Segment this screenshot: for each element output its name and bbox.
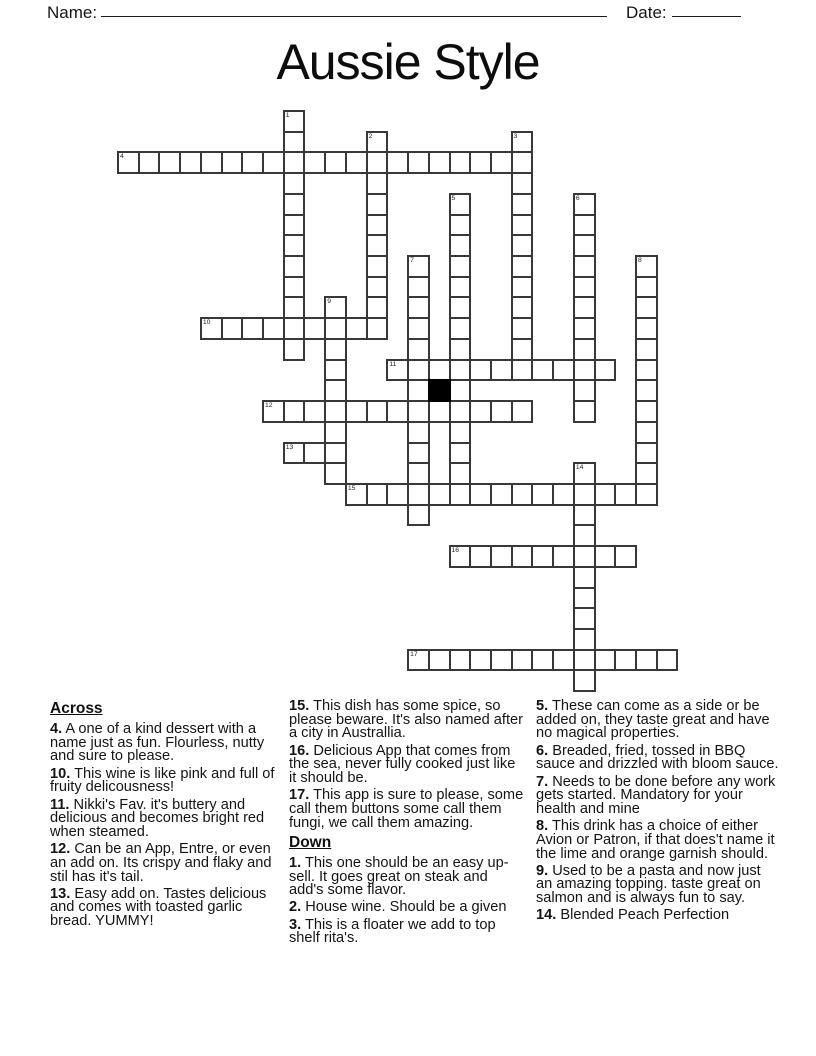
date-label: Date: — [626, 3, 667, 22]
clue — [289, 854, 526, 899]
grid-cell[interactable] — [511, 214, 534, 237]
grid-cell[interactable] — [531, 483, 554, 506]
grid-cell[interactable] — [200, 151, 223, 174]
grid-cell[interactable] — [428, 400, 451, 423]
grid-cell[interactable] — [407, 359, 430, 382]
clues-section-header — [289, 834, 526, 852]
grid-cell[interactable] — [407, 483, 430, 506]
grid-cell[interactable] — [345, 317, 368, 340]
clue-text: This dish has some spice, so please beware. It's also named after a city in Australlia. — [289, 698, 523, 742]
grid-cell[interactable] — [573, 359, 596, 382]
grid-cell[interactable] — [366, 400, 389, 423]
grid-cell-number: 13 — [285, 443, 294, 451]
grid-cell[interactable] — [469, 483, 492, 506]
grid-cell[interactable] — [511, 151, 534, 174]
clue-text: Delicious App that comes from the sea, never fully cooked just like it should be. — [289, 742, 516, 787]
clue-text: Used to be a pasta and now just an amazing topping. taste great on salmon and is always fun to say. — [536, 862, 761, 907]
clue — [50, 885, 281, 930]
grid-cell[interactable] — [407, 151, 430, 174]
grid-cell[interactable] — [614, 649, 637, 672]
grid-cell[interactable] — [262, 400, 285, 423]
grid-cell[interactable] — [449, 649, 472, 672]
grid-cell[interactable] — [656, 649, 679, 672]
grid-cell[interactable] — [635, 255, 658, 278]
grid-cell[interactable] — [573, 545, 596, 568]
grid-cell[interactable] — [283, 400, 306, 423]
grid-cell[interactable] — [366, 276, 389, 299]
clue — [536, 909, 779, 923]
clue-number: 1. — [289, 854, 302, 871]
grid-cell[interactable] — [345, 151, 368, 174]
grid-cell[interactable] — [552, 545, 575, 568]
grid-cell[interactable] — [614, 483, 637, 506]
grid-cell[interactable] — [262, 151, 285, 174]
grid-cell[interactable] — [428, 359, 451, 382]
clue — [536, 820, 779, 861]
grid-cell[interactable] — [303, 400, 326, 423]
grid-cell[interactable] — [573, 276, 596, 299]
grid-cell[interactable] — [511, 338, 534, 361]
grid-cell-number: 15 — [347, 484, 356, 492]
grid-cell[interactable] — [449, 359, 472, 382]
grid-cell[interactable] — [283, 110, 306, 133]
name-label: Name: — [47, 3, 98, 22]
grid-cell[interactable] — [573, 524, 596, 547]
grid-cell[interactable] — [573, 483, 596, 506]
grid-cell[interactable] — [407, 338, 430, 361]
grid-cell[interactable] — [449, 214, 472, 237]
clue — [289, 700, 526, 741]
grid-cell[interactable] — [511, 296, 534, 319]
grid-cell[interactable] — [449, 442, 472, 465]
grid-cell[interactable] — [407, 400, 430, 423]
grid-cell[interactable] — [449, 483, 472, 506]
grid-cell[interactable] — [531, 359, 554, 382]
grid-cell[interactable] — [511, 276, 534, 299]
clue-number: 4. — [50, 721, 63, 737]
grid-cell[interactable] — [573, 669, 596, 692]
clue-text: This drink has a choice of either Avion or Patron, if that does't name it the lime and orange garnish should. — [536, 818, 775, 862]
grid-cell[interactable] — [407, 442, 430, 465]
grid-cell[interactable] — [283, 255, 306, 278]
grid-cell[interactable] — [635, 649, 658, 672]
grid-cell[interactable] — [573, 400, 596, 423]
grid-cell[interactable] — [303, 442, 326, 465]
grid-cell-number: 11 — [389, 360, 397, 368]
grid-cell[interactable] — [511, 255, 534, 278]
grid-cell[interactable] — [449, 462, 472, 485]
clue-number: 15. — [289, 698, 310, 714]
grid-cell[interactable] — [324, 317, 347, 340]
grid-cell[interactable] — [573, 338, 596, 361]
grid-cell[interactable] — [635, 359, 658, 382]
grid-cell[interactable] — [428, 483, 451, 506]
clue-text: Can be an App, Entre, or even an add on. Its crispy and flaky and stil has it's tail. — [50, 841, 272, 885]
grid-cell[interactable] — [635, 462, 658, 485]
grid-cell[interactable] — [366, 317, 389, 340]
grid-cell[interactable] — [490, 359, 513, 382]
grid-cell[interactable] — [573, 317, 596, 340]
grid-cell[interactable] — [573, 607, 596, 630]
clues-section-header — [50, 700, 281, 718]
grid-cell[interactable] — [407, 276, 430, 299]
grid-cell[interactable] — [635, 442, 658, 465]
grid-cell[interactable] — [366, 234, 389, 257]
grid-cell[interactable] — [449, 151, 472, 174]
clue-text: Easy add on. Tastes delicious and comes with toasted garlic bread. YUMMY! — [50, 885, 267, 930]
grid-cell[interactable] — [366, 193, 389, 216]
grid-cell[interactable] — [407, 421, 430, 444]
grid-cell[interactable] — [573, 504, 596, 527]
clue — [50, 765, 281, 796]
clue — [50, 796, 281, 840]
grid-cell[interactable] — [324, 359, 347, 382]
grid-cell[interactable] — [635, 338, 658, 361]
grid-cell-number: 16 — [451, 547, 460, 555]
grid-cell[interactable] — [158, 151, 181, 174]
grid-cell[interactable] — [469, 545, 492, 568]
grid-cell[interactable] — [449, 234, 472, 257]
grid-cell[interactable] — [407, 379, 430, 402]
grid-cell[interactable] — [449, 545, 472, 568]
grid-cell[interactable] — [386, 151, 409, 174]
grid-cell[interactable] — [511, 131, 534, 154]
grid-cell-number: 5 — [451, 194, 456, 202]
grid-cell[interactable] — [366, 255, 389, 278]
grid-cell[interactable] — [303, 317, 326, 340]
clue — [289, 901, 526, 915]
grid-cell[interactable] — [407, 255, 430, 278]
grid-cell[interactable] — [324, 338, 347, 361]
grid-cell[interactable] — [635, 296, 658, 319]
clue-number: 3. — [289, 916, 302, 933]
grid-cell[interactable] — [221, 317, 244, 340]
clue-number: 14. — [536, 907, 557, 924]
clues-section-header-text: Across — [50, 700, 103, 717]
grid-cell[interactable] — [449, 193, 472, 216]
grid-cell[interactable] — [573, 462, 596, 485]
grid-cell-number: 3 — [513, 132, 518, 140]
clue-text: Nikki's Fav. it's buttery and delicious and becomes bright red when steamed. — [50, 796, 265, 840]
grid-cell[interactable] — [366, 151, 389, 174]
clue-number: 10. — [50, 765, 71, 782]
grid-cell[interactable] — [573, 234, 596, 257]
grid-cell[interactable] — [469, 649, 492, 672]
page-title: Aussie Style — [276, 34, 540, 90]
grid-cell[interactable] — [324, 421, 347, 444]
grid-cell[interactable] — [594, 545, 617, 568]
grid-cell[interactable] — [573, 628, 596, 651]
clue — [289, 789, 526, 830]
grid-cell[interactable] — [283, 172, 306, 195]
grid-cell[interactable] — [407, 462, 430, 485]
grid-cell[interactable] — [573, 379, 596, 402]
clue — [289, 916, 526, 947]
grid-cell[interactable] — [366, 131, 389, 154]
grid-cell[interactable] — [490, 545, 513, 568]
grid-cell-number: 1 — [285, 112, 290, 119]
grid-cell[interactable] — [635, 379, 658, 402]
name-blank-line — [101, 1, 607, 17]
grid-cell[interactable] — [283, 193, 306, 216]
clue-column-right — [536, 700, 779, 927]
grid-cell[interactable] — [138, 151, 161, 174]
clue-text: This is a floater we add to top shelf rita's. — [289, 916, 496, 947]
grid-cell[interactable] — [221, 151, 244, 174]
clue-number: 16. — [289, 742, 310, 759]
grid-cell[interactable] — [490, 151, 513, 174]
clue-number: 13. — [50, 885, 71, 902]
grid-cell[interactable] — [449, 379, 472, 402]
grid-cell[interactable] — [283, 317, 306, 340]
grid-cell[interactable] — [552, 483, 575, 506]
clue-number: 9. — [536, 862, 549, 879]
clue-number: 12. — [50, 841, 71, 858]
grid-cell[interactable] — [573, 587, 596, 610]
grid-cell[interactable] — [469, 400, 492, 423]
grid-cell[interactable] — [511, 545, 534, 568]
grid-cell[interactable] — [449, 255, 472, 278]
clue-number: 7. — [536, 773, 549, 790]
grid-cell-number: 9 — [327, 298, 331, 306]
grid-cell[interactable] — [386, 483, 409, 506]
grid-cell[interactable] — [345, 400, 368, 423]
clue-column-middle — [289, 700, 526, 950]
grid-cell[interactable] — [490, 649, 513, 672]
grid-cell[interactable] — [614, 545, 637, 568]
grid-cell[interactable] — [386, 400, 409, 423]
grid-cell[interactable] — [511, 234, 534, 257]
clue-number: 17. — [289, 787, 310, 804]
grid-cell[interactable] — [635, 317, 658, 340]
grid-cell[interactable] — [428, 151, 451, 174]
clue-text: Blended Peach Perfection — [560, 907, 730, 924]
grid-cell[interactable] — [283, 131, 306, 154]
grid-cell[interactable] — [449, 421, 472, 444]
clue-text: Breaded, fried, tossed in BBQ sauce and drizzled with bloom sauce. — [536, 742, 779, 773]
clue-number: 5. — [536, 698, 549, 714]
grid-cell[interactable] — [573, 566, 596, 589]
clue-text: This one should be an easy up-sell. It goes great on steak and add's some flavor. — [289, 854, 509, 899]
grid-cell[interactable] — [324, 296, 347, 319]
grid-cell[interactable] — [303, 151, 326, 174]
grid-cell[interactable] — [324, 442, 347, 465]
grid-cell[interactable] — [283, 296, 306, 319]
grid-cell[interactable] — [283, 276, 306, 299]
clue — [536, 862, 779, 907]
grid-cell[interactable] — [573, 296, 596, 319]
grid-cell[interactable] — [386, 359, 409, 382]
grid-cell[interactable] — [366, 214, 389, 237]
clues-section-header-text: Down — [289, 833, 332, 851]
grid-cell[interactable] — [366, 296, 389, 319]
clue — [289, 742, 526, 787]
grid-cell[interactable] — [573, 255, 596, 278]
grid-cell[interactable] — [283, 214, 306, 237]
grid-cell[interactable] — [573, 193, 596, 216]
grid-cell[interactable] — [635, 400, 658, 423]
clue-number: 8. — [536, 818, 549, 835]
clue-number: 6. — [536, 742, 549, 759]
grid-cell[interactable] — [407, 649, 430, 672]
date-blank-line — [672, 1, 741, 17]
grid-cell-number: 12 — [265, 402, 273, 410]
grid-cell[interactable] — [573, 214, 596, 237]
grid-cell[interactable] — [345, 483, 368, 506]
grid-cell[interactable] — [511, 359, 534, 382]
clue — [536, 742, 779, 773]
grid-cell[interactable] — [449, 338, 472, 361]
grid-cell[interactable] — [117, 151, 140, 174]
grid-cell[interactable] — [283, 338, 306, 361]
grid-cell[interactable] — [179, 151, 202, 174]
grid-cell[interactable] — [449, 317, 472, 340]
grid-black-cell — [428, 379, 451, 402]
clue-text: A one of a kind dessert with a name just as fun. Flourless, nutty and sure to please. — [50, 721, 265, 765]
clue-text: This app is sure to please, some call them buttons some call them fungi, we call them amazing. — [289, 787, 524, 831]
grid-cell[interactable] — [324, 151, 347, 174]
grid-cell[interactable] — [531, 545, 554, 568]
grid-cell[interactable] — [366, 172, 389, 195]
clue — [50, 723, 281, 764]
grid-cell[interactable] — [594, 649, 617, 672]
grid-cell[interactable] — [511, 172, 534, 195]
clue — [50, 843, 281, 884]
grid-cell[interactable] — [407, 317, 430, 340]
grid-cell[interactable] — [635, 483, 658, 506]
grid-cell[interactable] — [428, 649, 451, 672]
grid-cell-number: 10 — [202, 319, 211, 327]
grid-cell[interactable] — [531, 649, 554, 672]
grid-cell[interactable] — [594, 359, 617, 382]
grid-cell-number: 8 — [638, 257, 642, 265]
clue-column-left — [50, 700, 281, 932]
grid-cell[interactable] — [511, 317, 534, 340]
grid-cell[interactable] — [449, 400, 472, 423]
grid-cell[interactable] — [283, 442, 306, 465]
grid-cell[interactable] — [573, 649, 596, 672]
clue-number: 2. — [289, 899, 302, 916]
grid-cell[interactable] — [635, 276, 658, 299]
grid-cell-number: 7 — [410, 257, 414, 265]
grid-cell-number: 17 — [410, 650, 418, 658]
grid-cell[interactable] — [324, 379, 347, 402]
grid-cell[interactable] — [635, 421, 658, 444]
grid-cell[interactable] — [324, 462, 347, 485]
grid-cell[interactable] — [469, 359, 492, 382]
grid-cell[interactable] — [469, 151, 492, 174]
grid-cell[interactable] — [449, 276, 472, 299]
clue — [536, 773, 779, 817]
grid-cell[interactable] — [241, 317, 264, 340]
grid-cell[interactable] — [324, 400, 347, 423]
grid-cell[interactable] — [241, 151, 264, 174]
clue-number: 11. — [50, 796, 70, 813]
grid-cell[interactable] — [511, 193, 534, 216]
grid-cell[interactable] — [366, 483, 389, 506]
grid-cell-number: 14 — [575, 464, 584, 472]
clue-text: Needs to be done before any work gets started. Mandatory for your health and mine — [536, 773, 776, 817]
grid-cell[interactable] — [449, 296, 472, 319]
clue-text: These can come as a side or be added on, they taste great and have no magical properties. — [536, 698, 770, 742]
grid-cell[interactable] — [490, 483, 513, 506]
clue-text: This wine is like pink and full of fruity delicousness! — [50, 765, 275, 796]
grid-cell-number: 4 — [120, 153, 124, 161]
grid-cell[interactable] — [511, 483, 534, 506]
grid-cell[interactable] — [407, 296, 430, 319]
grid-cell[interactable] — [200, 317, 223, 340]
grid-cell[interactable] — [552, 359, 575, 382]
grid-cell[interactable] — [594, 483, 617, 506]
grid-cell[interactable] — [283, 234, 306, 257]
crossword-grid — [117, 110, 678, 692]
clue — [536, 700, 779, 741]
grid-cell[interactable] — [407, 504, 430, 527]
grid-cell[interactable] — [511, 400, 534, 423]
grid-cell-number: 2 — [368, 132, 373, 140]
grid-cell[interactable] — [511, 649, 534, 672]
grid-cell[interactable] — [490, 400, 513, 423]
grid-cell[interactable] — [283, 151, 306, 174]
grid-cell-number: 6 — [575, 194, 580, 202]
grid-cell[interactable] — [262, 317, 285, 340]
grid-cell[interactable] — [552, 649, 575, 672]
clue-text: House wine. Should be a given — [305, 899, 507, 916]
